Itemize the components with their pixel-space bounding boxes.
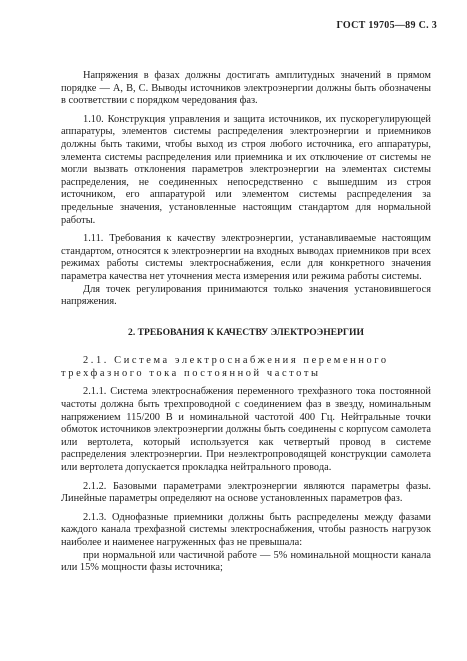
paragraph-1-11: 1.11. Требования к качеству электроэнергии, устанавливаемые настоящим стандартом, относятся к электроэнергии на входных выводах приемников при всех режимах работы системы электроснабжения, если для конкретного значения параметра качества нет уточнения места измерения или режима работы системы. <box>61 233 431 282</box>
paragraph-2-1-3: 2.1.3. Однофазные приемники должны быть распределены между фазами каждого канала трехфазной системы электроснабжения, чтобы разность нагрузок наиболее и наименее нагруженных фаз не превышала: <box>61 511 431 548</box>
subsection-heading-2-1: 2.1. Система электроснабжения переменного трехфазного тока постоянной частоты <box>61 355 389 379</box>
paragraph-1-10: 1.10. Конструкция управления и защита источников, их пускорегулирующей аппаратуры, элементов системы распределения электроэнергии и приемников должны быть такими, чтобы выход из строя любого источника, его аппаратуры, элемента системы распределения или приемника и их отключение от системы не могли вызвать отклонения параметров электроэнергии на элементах системы распределения, не соединенных непосредственно с вышедшим из строя источником, его аппаратурой или элементом системы распределения за предельные значения, установленные настоящим стандартом для нормальной работы. <box>61 113 431 226</box>
paragraph-normal-operation: при нормальной или частичной работе — 5% номинальной мощности канала или 15% мощности фазы источника; <box>61 549 431 574</box>
paragraph-2-1-2: 2.1.2. Базовыми параметрами электроэнергии являются параметры фазы. Линейные параметры определяют на основе установленных параметров фаз. <box>61 480 431 505</box>
running-header: ГОСТ 19705—89 С. 3 <box>336 20 437 31</box>
paragraph-regulation-points: Для точек регулирования принимаются только значения установившегося напряжения. <box>61 283 431 308</box>
paragraph-2-1-1: 2.1.1. Система электроснабжения переменного трехфазного тока постоянной частоты должна быть трехпроводной с соединением фаз в звезду, номинальным напряжением 115/200 В и номинальной частотой 400 Гц. Нейтральные точки обмоток источников электроэнергии должны быть соединены с корпусом самолета или вертолета, который используется как четвертый провод в системе распределения электроэнергии. При неэлектропроводящей конструкции самолета или вертолета допускается прокладка нейтрального провода. <box>61 386 431 474</box>
paragraph-phase-order: Напряжения в фазах должны достигать амплитудных значений в прямом порядке — А, В, С. Выводы источников электроэнергии должны быть обозначены в соответствии с порядком чередования фаз. <box>61 70 431 107</box>
section-heading: 2. ТРЕБОВАНИЯ К КАЧЕСТВУ ЭЛЕКТРОЭНЕРГИИ <box>128 326 364 338</box>
